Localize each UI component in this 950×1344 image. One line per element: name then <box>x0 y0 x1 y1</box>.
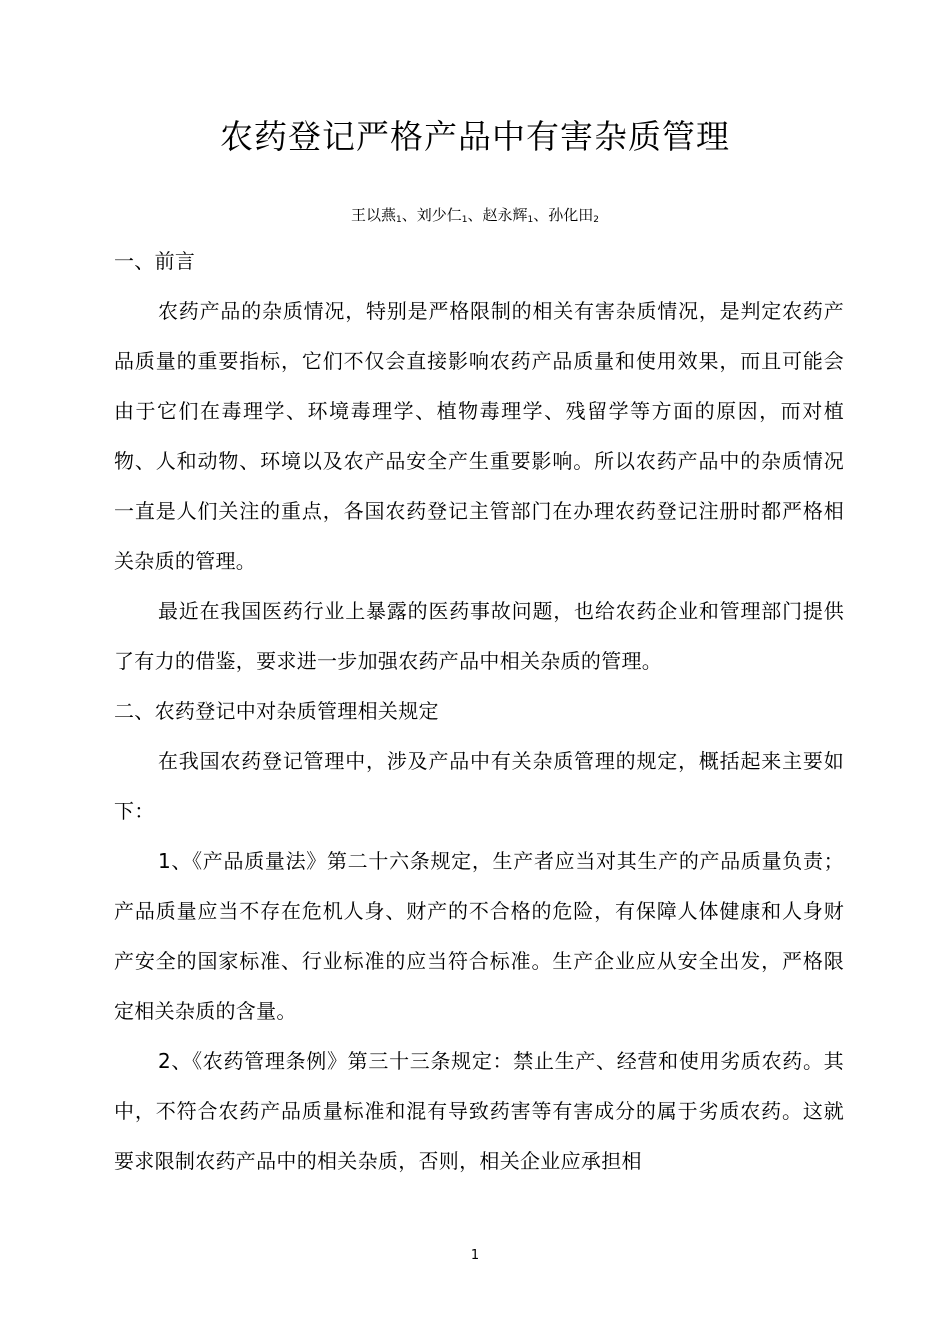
paragraph: 2、《农药管理条例》第三十三条规定：禁止生产、经营和使用劣质农药。其中，不符合农药产品质量标准和混有导致药害等有害成分的属于劣质农药。这就要求限制农药产品中的相关杂质，否则，相关企业应承担相 <box>114 1049 844 1173</box>
section-heading-preface: 一、前言 <box>114 249 196 273</box>
paragraph: 在我国农药登记管理中，涉及产品中有关杂质管理的规定，概括起来主要如下： <box>114 749 844 823</box>
author-line <box>0 203 950 232</box>
document-body <box>114 236 844 1186</box>
section-heading-regulations: 二、农药登记中对杂质管理相关规定 <box>114 699 439 723</box>
affiliation-mark: 1 <box>527 215 534 225</box>
author-separator: 、 <box>467 206 483 224</box>
affiliation-mark: 1 <box>395 215 402 225</box>
author-name: 刘少仁 <box>416 206 462 224</box>
author-separator: 、 <box>533 206 549 224</box>
author-name: 王以燕 <box>350 206 396 224</box>
author-name: 赵永辉 <box>482 206 528 224</box>
author-name: 孙化田 <box>548 206 594 224</box>
affiliation-mark: 1 <box>461 215 468 225</box>
author-separator: 、 <box>401 206 417 224</box>
document-title: 农药登记严格产品中有害杂质管理 <box>220 117 730 156</box>
paragraph: 最近在我国医药行业上暴露的医药事故问题，也给农药企业和管理部门提供了有力的借鉴，要求进一步加强农药产品中相关杂质的管理。 <box>114 599 844 673</box>
paragraph: 1、《产品质量法》第二十六条规定，生产者应当对其生产的产品质量负责；产品质量应当不存在危机人身、财产的不合格的危险，有保障人体健康和人身财产安全的国家标准、行业标准的应当符合标准。生产企业应从安全出发，严格限定相关杂质的含量。 <box>114 849 844 1023</box>
page-number: 1 <box>470 1248 480 1263</box>
affiliation-mark: 2 <box>593 215 600 225</box>
paragraph: 农药产品的杂质情况，特别是严格限制的相关有害杂质情况，是判定农药产品质量的重要指标，它们不仅会直接影响农药产品质量和使用效果，而且可能会由于它们在毒理学、环境毒理学、植物毒理学、残留学等方面的原因，而对植物、人和动物、环境以及农产品安全产生重要影响。所以农药产品中的杂质情况一直是人们关注的重点，各国农药登记主管部门在办理农药登记注册时都严格相关杂质的管理。 <box>114 299 844 573</box>
